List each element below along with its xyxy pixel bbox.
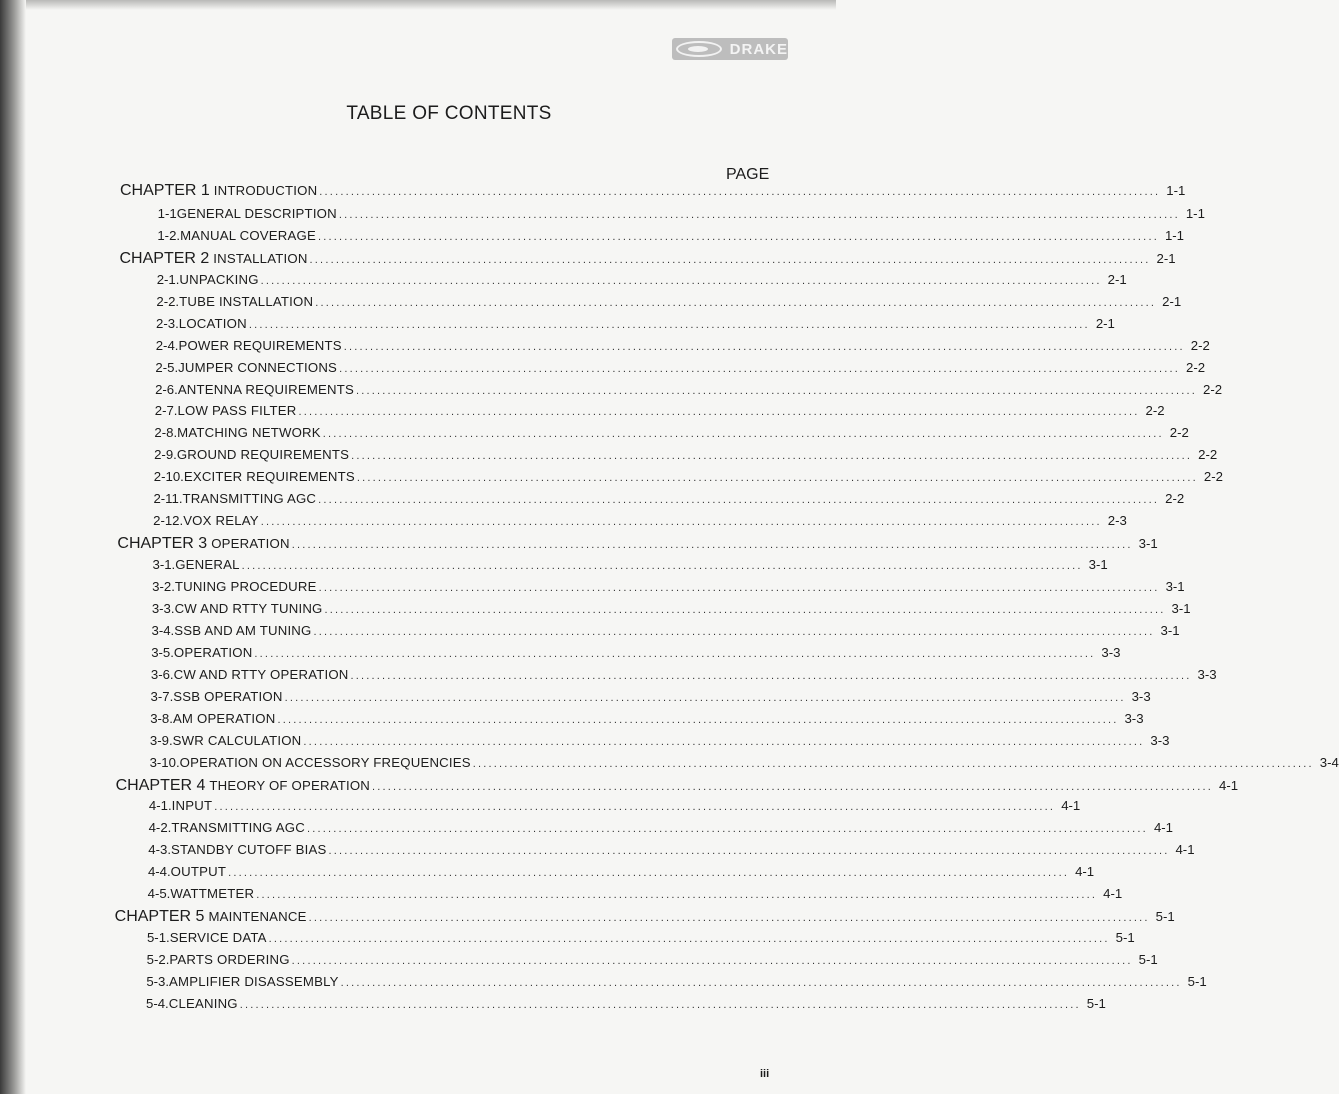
dot-leader: ................................................................................................................................................................ [228,867,1070,880]
entry-title: OUTPUT [170,864,227,880]
entry-page-number: 3-1 [1171,600,1191,616]
entry-page-number: 3-4 [1319,754,1339,770]
entry-title: MAINTENANCE [208,909,307,925]
toc-section-row [152,557,1108,577]
entry-title: GROUND REQUIREMENTS [176,447,350,463]
section-number: 2-9. [154,447,177,463]
toc-section-row [146,952,1158,972]
entry-title: MATCHING NETWORK [177,425,321,441]
entry-page-number: 2-1 [1156,250,1176,266]
entry-title: OPERATION [173,644,253,660]
entry-title: CLEANING [168,996,238,1011]
toc-chapter-row [117,535,1158,555]
toc-section-row [156,315,1115,336]
entry-title: OPERATION [211,536,290,552]
entry-page-number: 2-2 [1165,491,1185,507]
entry-title: UNPACKING [179,271,259,287]
entry-title: THEORY OF OPERATION [209,777,371,793]
toc-section-row [148,842,1195,862]
section-number: 2-5. [155,359,179,375]
entry-title: TRANSMITTING AGC [171,820,305,836]
section-number: 1-2. [157,227,181,243]
dot-leader: ................................................................................................................................................................ [268,933,1110,946]
toc-section-row [155,337,1210,358]
entry-title: SSB AND AM TUNING [174,622,312,638]
dot-leader: ................................................................................................................................................................ [318,582,1160,595]
entry-title: SERVICE DATA [169,930,267,946]
dot-leader: ................................................................................................................................................................ [291,955,1133,968]
entry-page-number: 4-1 [1075,864,1095,880]
entry-page-number: 4-1 [1153,820,1173,836]
toc-section-row [150,688,1151,709]
entry-page-number: 1-1 [1166,183,1186,198]
toc-section-row [150,710,1144,731]
section-number: 2-8. [154,425,178,441]
entry-title: PARTS ORDERING [169,952,290,968]
toc-chapter-row [114,908,1175,928]
entry-title: EXCITER REQUIREMENTS [183,469,355,485]
entry-title: AMPLIFIER DISASSEMBLY [169,974,339,990]
section-number: 2-2. [156,293,180,309]
entry-page-number: 2-2 [1145,403,1165,419]
page-title: TABLE OF CONTENTS [346,103,552,124]
entry-page-number: 4-1 [1103,886,1123,902]
entry-title: OPERATION ON ACCESSORY FREQUENCIES [179,754,471,770]
dot-leader: ................................................................................................................................................................ [472,757,1314,770]
dot-leader: ................................................................................................................................................................ [277,713,1119,726]
dot-leader: ................................................................................................................................................................ [340,977,1182,990]
dot-leader: ................................................................................................................................................................ [260,516,1102,529]
dot-leader: ................................................................................................................................................................ [328,845,1170,858]
section-number: 2-10. [153,469,184,485]
dot-leader: ................................................................................................................................................................ [372,780,1213,793]
entry-page-number: 2-2 [1190,337,1210,353]
entry-title: GENERAL DESCRIPTION [176,205,337,221]
toc-section-row [154,447,1218,467]
section-number: 3-4. [151,622,175,638]
dot-leader: ................................................................................................................................................................ [214,801,1056,814]
entry-title: AM OPERATION [172,710,276,726]
chapter-label: CHAPTER 5 [114,908,205,926]
entry-page-number: 2-2 [1203,381,1223,397]
entry-title: CW AND RTTY OPERATION [173,666,349,682]
entry-page-number: 5-1 [1187,974,1207,990]
dot-leader: ................................................................................................................................................................ [260,274,1102,287]
dot-leader: ................................................................................................................................................................ [306,823,1148,836]
section-number: 4-4. [147,864,171,880]
entry-title: MANUAL COVERAGE [180,227,316,243]
dot-leader: ................................................................................................................................................................ [239,999,1081,1011]
toc-section-row [153,491,1185,511]
toc-section-row [156,271,1127,292]
entry-page-number: 2-1 [1162,293,1182,309]
section-number: 5-4. [146,996,169,1011]
entry-page-number: 4-1 [1219,777,1239,793]
entry-page-number: 2-2 [1186,359,1206,375]
entry-page-number: 3-3 [1124,710,1144,726]
toc-section-row [157,205,1205,226]
dot-leader: ................................................................................................................................................................ [241,560,1083,573]
section-number: 3-9. [149,732,173,748]
entry-title: POWER REQUIREMENTS [178,337,342,353]
entry-title: LOW PASS FILTER [177,403,297,419]
entry-page-number: 5-1 [1138,952,1158,968]
toc-section-row [148,820,1173,840]
entry-title: TUBE INSTALLATION [179,293,314,309]
dot-leader: ................................................................................................................................................................ [308,912,1150,925]
toc-section-row [150,666,1217,687]
chapter-label: CHAPTER 1 [120,182,210,199]
dot-leader: ................................................................................................................................................................ [317,230,1159,243]
dot-leader: ................................................................................................................................................................ [319,186,1161,198]
page-column-heading: PAGE [726,166,770,183]
section-number: 5-1. [146,930,170,946]
entry-page-number: 2-2 [1198,447,1218,463]
entry-page-number: 1-1 [1164,227,1185,243]
dot-leader: ................................................................................................................................................................ [351,450,1193,463]
entry-page-number: 2-2 [1203,469,1223,485]
dot-leader: ................................................................................................................................................................ [248,318,1090,331]
entry-title: TUNING PROCEDURE [174,579,317,595]
toc-section-row [154,425,1189,445]
entry-title: INSTALLATION [213,250,308,266]
dot-leader: ................................................................................................................................................................ [322,428,1164,441]
section-number: 3-1. [152,557,176,573]
section-number: 5-3. [146,974,170,990]
dot-leader: ................................................................................................................................................................ [324,603,1166,616]
toc-section-row [153,513,1127,533]
dot-leader: ................................................................................................................................................................ [313,625,1155,638]
page-number: iii [760,1068,770,1080]
entry-page-number: 3-3 [1150,732,1170,748]
dot-leader: ................................................................................................................................................................ [256,889,1098,902]
entry-page-number: 4-1 [1061,798,1081,814]
dot-leader: ................................................................................................................................................................ [343,340,1185,353]
dot-leader: ................................................................................................................................................................ [350,669,1192,682]
dot-leader: ................................................................................................................................................................ [303,735,1145,748]
toc-section-row [146,974,1207,994]
toc-section-row [154,403,1165,423]
chapter-label: CHAPTER 4 [115,776,206,794]
entry-page-number: 3-1 [1088,557,1108,573]
section-number: 3-10. [149,754,180,770]
section-number: 2-7. [154,403,178,419]
dot-leader: ................................................................................................................................................................ [356,384,1197,397]
entry-title: VOX RELAY [183,513,259,529]
section-number: 3-8. [150,710,173,726]
toc-section-row [147,864,1095,884]
section-number: 3-5. [151,644,174,660]
section-number: 3-7. [150,688,174,704]
entry-title: SSB OPERATION [173,688,283,704]
entry-page-number: 3-1 [1165,579,1185,595]
entry-title: LOCATION [178,315,247,331]
toc-chapter-row [119,249,1176,270]
toc-section-row [151,600,1191,621]
toc-section-row [149,732,1170,753]
dot-leader: ................................................................................................................................................................ [309,253,1151,266]
section-number: 2-3. [156,315,179,331]
entry-page-number: 3-3 [1131,688,1151,704]
entry-title: WATTMETER [170,886,255,902]
chapter-label: CHAPTER 3 [117,535,208,553]
dot-leader: ................................................................................................................................................................ [291,539,1133,552]
toc-section-row [151,644,1121,665]
toc-section-row [152,579,1185,599]
toc-section-row [157,227,1185,248]
section-number: 5-2. [146,952,170,968]
toc-section-row [153,469,1223,489]
toc-section-row [155,381,1223,402]
entry-page-number: 3-3 [1101,644,1121,660]
entry-title: TRANSMITTING AGC [182,491,317,507]
toc-section-row [156,293,1182,314]
section-number: 2-1. [156,271,180,287]
dot-leader: ................................................................................................................................................................ [338,208,1180,221]
toc-chapter-row [115,776,1239,797]
toc-section-row [148,798,1081,818]
toc-chapter-row [120,182,1186,202]
section-number: 4-3. [148,842,171,858]
chapter-label: CHAPTER 2 [119,249,210,267]
entry-page-number: 5-1 [1155,909,1175,925]
section-number: 4-1. [148,798,172,814]
section-number: 2-12. [153,513,184,529]
toc-section-row [146,996,1106,1016]
dot-leader: ................................................................................................................................................................ [284,691,1126,704]
entry-title: SWR CALCULATION [172,732,302,748]
toc-section-row [151,622,1180,643]
dot-leader: ................................................................................................................................................................ [339,362,1181,375]
section-number: 2-11. [153,491,183,507]
entry-page-number: 3-1 [1138,536,1158,552]
entry-title: JUMPER CONNECTIONS [178,359,338,375]
entry-title: ANTENNA REQUIREMENTS [177,381,355,397]
entry-page-number: 2-1 [1107,271,1127,287]
entry-title: INPUT [171,798,213,814]
entry-page-number: 2-1 [1095,315,1115,331]
entry-page-number: 5-1 [1086,996,1106,1011]
dot-leader: ................................................................................................................................................................ [315,296,1157,309]
entry-title: GENERAL [175,557,240,573]
toc-section-row [149,754,1339,775]
dot-leader: ................................................................................................................................................................ [318,494,1160,507]
toc-section-row [147,886,1123,906]
entry-page-number: 3-1 [1160,622,1180,638]
entry-title: CW AND RTTY TUNING [174,600,323,616]
dot-leader: ................................................................................................................................................................ [356,472,1198,485]
section-number: 3-3. [151,600,175,616]
section-number: 3-6. [150,666,174,682]
entry-page-number: 2-2 [1169,425,1189,441]
section-number: 2-6. [155,381,178,397]
section-number: 4-5. [147,886,171,902]
section-number: 4-2. [148,820,172,836]
section-number: 2-4. [155,337,179,353]
entry-page-number: 5-1 [1115,930,1135,946]
entry-page-number: 4-1 [1175,842,1195,858]
dot-leader: ................................................................................................................................................................ [298,406,1140,419]
toc-section-row [155,359,1206,380]
section-number: 1-1 [157,205,177,221]
toc-section-row [146,930,1135,950]
section-number: 3-2. [152,579,175,595]
dot-leader: ................................................................................................................................................................ [254,647,1096,660]
entry-page-number: 2-3 [1107,513,1127,529]
entry-title: INTRODUCTION [213,183,318,198]
entry-page-number: 3-3 [1197,666,1217,682]
entry-page-number: 1-1 [1185,205,1205,221]
entry-title: STANDBY CUTOFF BIAS [171,842,327,858]
logo-text: DRAKE [729,40,788,58]
